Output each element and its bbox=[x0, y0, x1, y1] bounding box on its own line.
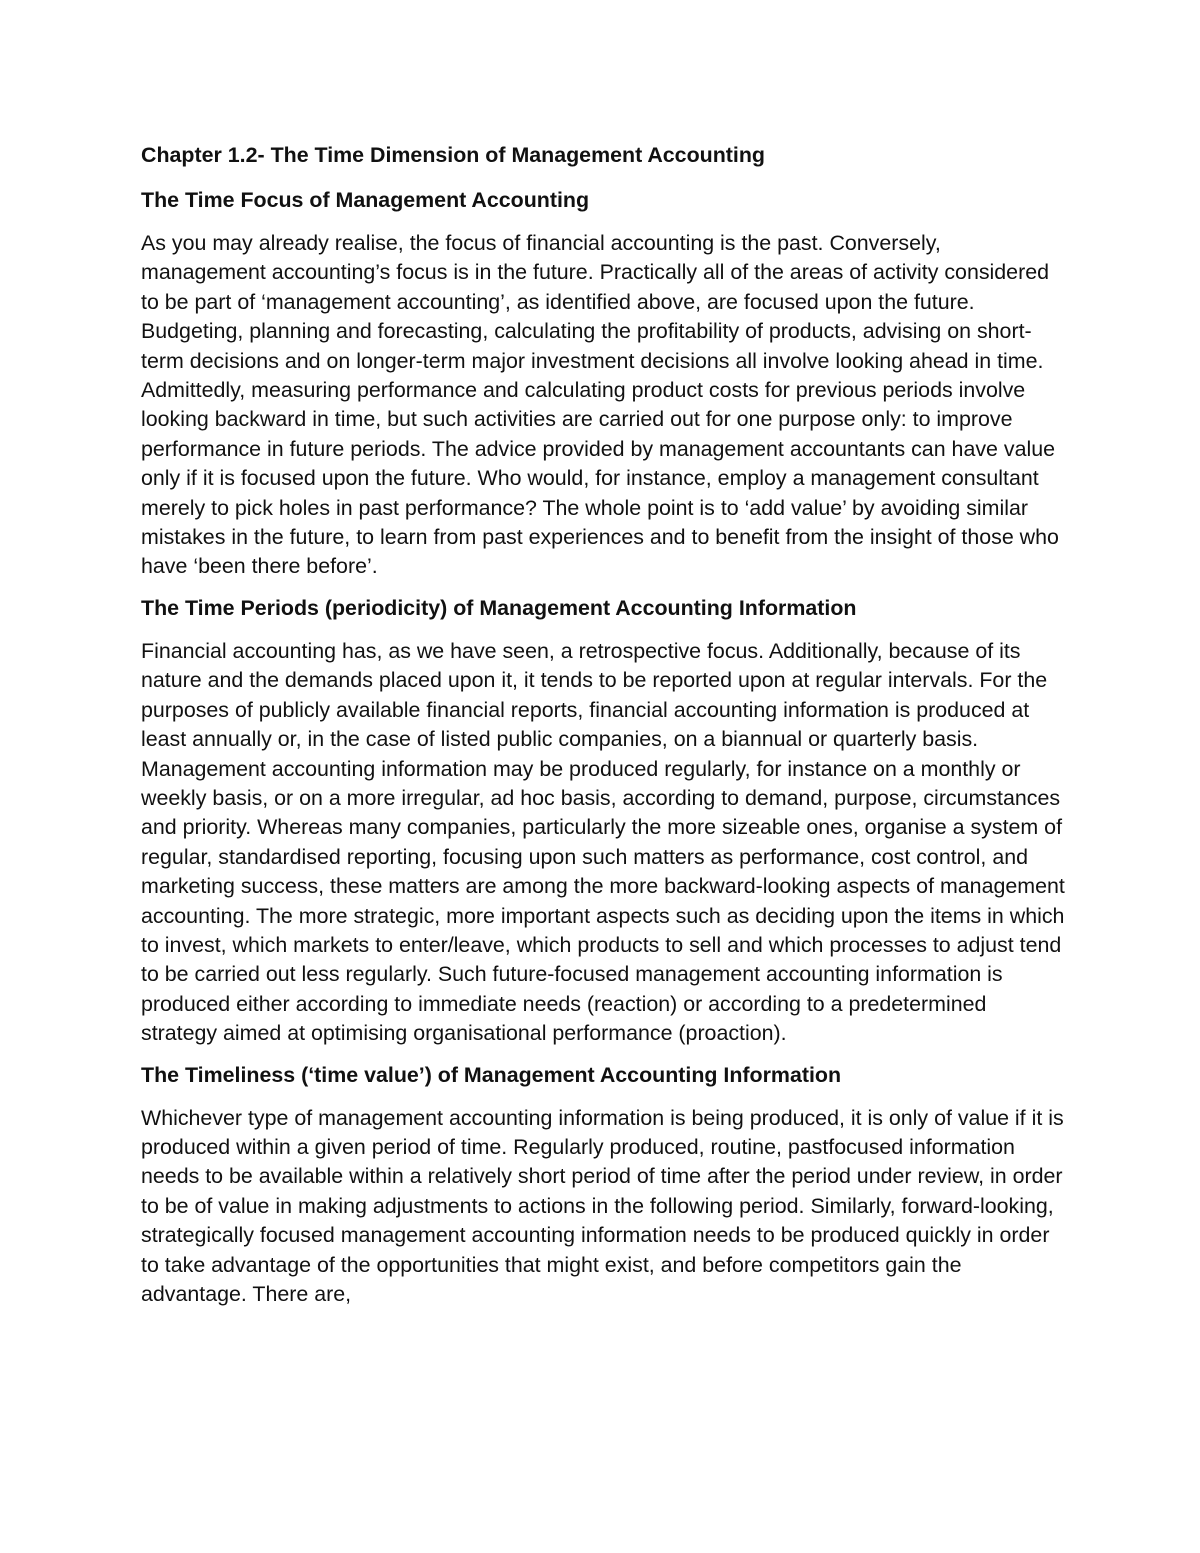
paragraph-time-focus: As you may already realise, the focus of financial accounting is the past. Conversely, management accounting’s focus is in the future. Practically all of the areas of activity considered to be part of ‘management accounting’, as identified above, are focused upon the future. Budgeting, planning and forecasting, calculating the profitability of products, advising on short-term decisions and on longer-term major investment decisions all involve looking ahead in time. Admittedly, measuring performance and calculating product costs for previous periods involve looking backward in time, but such activities are carried out for one purpose only: to improve performance in future periods. The advice provided by management accountants can have value only if it is focused upon the future. Who would, for instance, employ a management consultant merely to pick holes in past performance? The whole point is to ‘add value’ by avoiding similar mistakes in the future, to learn from past experiences and to benefit from the insight of those who have ‘been there before’. bbox=[141, 231, 1059, 579]
section-heading-timeliness: The Timeliness (‘time value’) of Management Accounting Information bbox=[141, 1062, 842, 1087]
paragraph-time-periods: Financial accounting has, as we have seen, a retrospective focus. Additionally, because of its nature and the demands placed upon it, it tends to be reported upon at regular intervals. For the purposes of publicly available financial reports, financial accounting information is produced at least annually or, in the case of listed public companies, on a biannual or quarterly basis. Management accounting information may be produced regularly, for instance on a monthly or weekly basis, or on a more irregular, ad hoc basis, according to demand, purpose, circumstances and priority. Whereas many companies, particularly the more sizeable ones, organise a system of regular, standardised reporting, focusing upon such matters as performance, cost control, and marketing success, these matters are among the more backward-looking aspects of management accounting. The more strategic, more important aspects such as deciding upon the items in which to invest, which markets to enter/leave, which products to sell and which processes to adjust tend to be carried out less regularly. Such future-focused management accounting information is produced either according to immediate needs (reaction) or according to a predetermined strategy aimed at optimising organisational performance (proaction). bbox=[141, 638, 1065, 1046]
paragraph-timeliness: Whichever type of management accounting information is being produced, it is only of value if it is produced within a given period of time. Regularly produced, routine, pastfocused information needs to be available within a relatively short period of time after the period under review, in order to be of value in making adjustments to actions in the following period. Similarly, forward-looking, strategically focused management accounting information needs to be produced quickly in order to take advantage of the opportunities that might exist, and before competitors gain the advantage. There are, bbox=[141, 1105, 1064, 1306]
section-heading-time-periods: The Time Periods (periodicity) of Management Accounting Information bbox=[141, 595, 857, 620]
document-page bbox=[141, 140, 1066, 1321]
section-heading-time-focus: The Time Focus of Management Accounting bbox=[141, 188, 590, 212]
chapter-title: Chapter 1.2- The Time Dimension of Management Accounting bbox=[141, 143, 765, 167]
